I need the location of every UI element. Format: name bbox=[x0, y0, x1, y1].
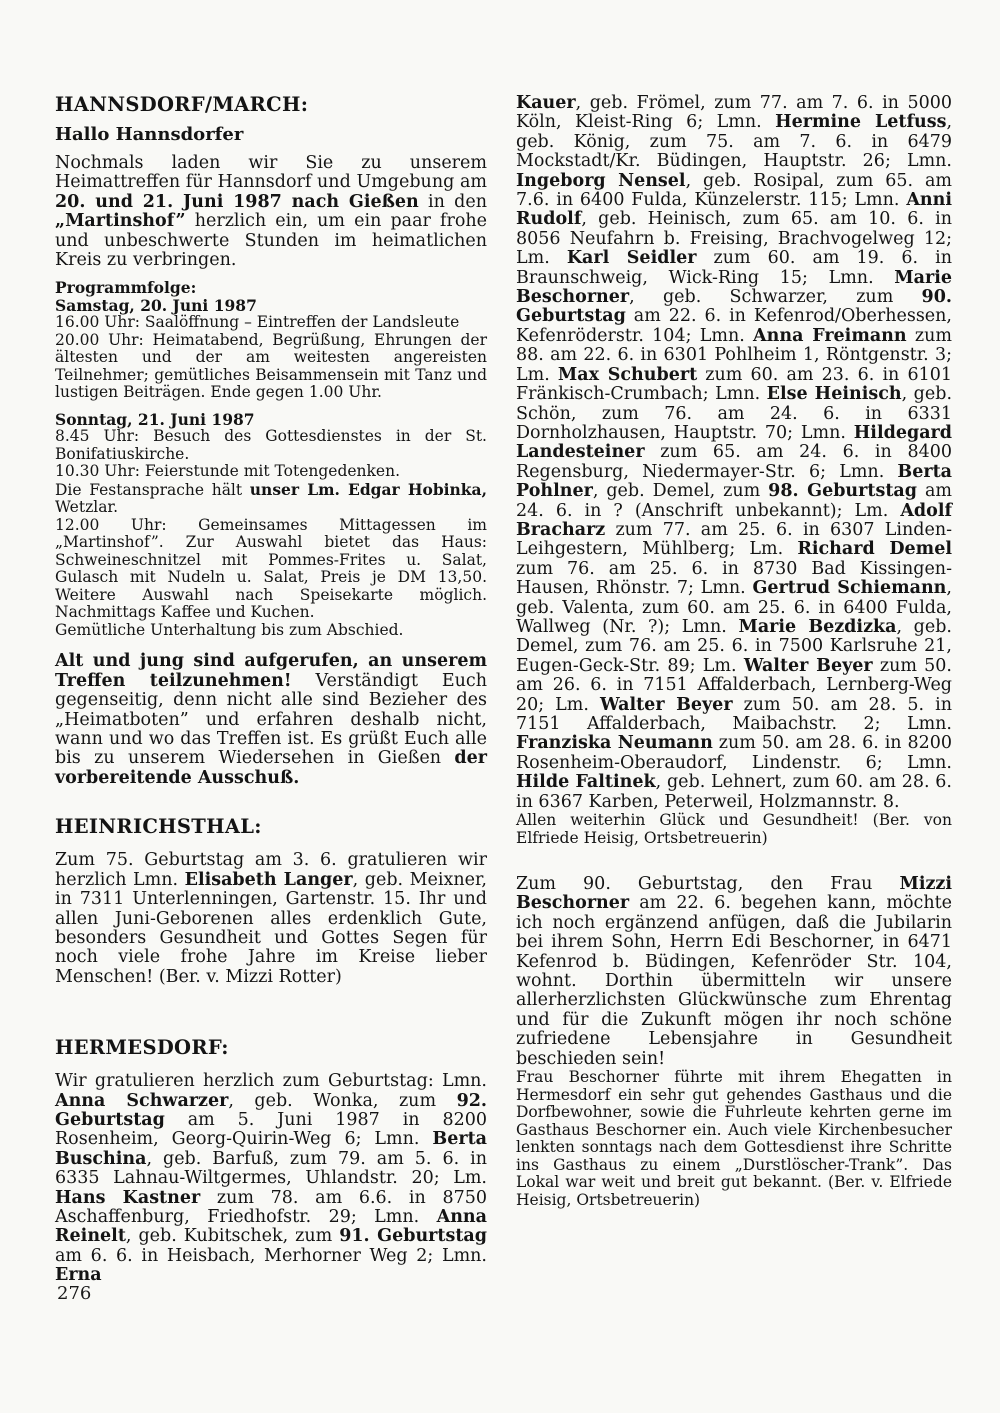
text-run: Hilde Faltinek bbox=[516, 772, 656, 793]
text-run: der vorbereitende Ausschuß. bbox=[55, 748, 487, 788]
text-run: Wetzlar. bbox=[55, 498, 119, 517]
text-run: Anni Rudolf bbox=[516, 190, 952, 230]
paragraph-gasthaus-beschorner bbox=[516, 1069, 952, 1209]
paragraph-heinrichsthal bbox=[55, 851, 487, 987]
text-run: Adolf Bracharz bbox=[516, 500, 952, 540]
text-run: zum 77. am 25. 6. in 6307 Linden-Leihgestern, Mühlberg; Lm. bbox=[516, 519, 952, 560]
text-run: unser Lm. Edgar Hobinka, bbox=[249, 479, 487, 499]
text-run: Gertrud Schiemann bbox=[752, 578, 947, 599]
text-run: am 22. 6. begehen kann, möchte ich noch ergänzend anfügen, daß die Jubilarin bei ihrem Sohn, Herrn Edi Beschorner, in 6471 Kefenrod b. Büdingen, Kefenröder Str. 104, wohnt. Dorthin übermitteln wir unsere allerherzlichsten Glückwünsche zum Ehrentag und für die Zukunft mögen ihr noch schöne zufriedene Lebensjahre in Gesundheit beschieden sein! bbox=[516, 893, 952, 1069]
text-run: HEINRICHSTHAL: bbox=[55, 815, 262, 839]
text-run: zum 50. am 28. 5. in 7151 Affalderbach, Maibachstr. 2; Lmn. bbox=[516, 694, 952, 734]
text-run: , geb. Wonka, zum bbox=[228, 1090, 457, 1111]
text-run: 12.00 Uhr: Gemeinsames Mittagessen im „Martinshof”. Zur Auswahl bietet das Haus: Schweineschnitzel mit Pommes-Frites u. Salat, Gulasch mit Nudeln u. Salat, Preis je DM 13,50. Weitere Auswahl nach Speisekarte möglich. Nachmittags Kaffee und Kuchen. bbox=[55, 515, 487, 622]
text-run: 91. Geburtstag bbox=[339, 1226, 487, 1247]
text-run: , geb. Rosipal, zum 65. am 7.6. in 6400 Fulda, Künzelerstr. 115; Lmn. bbox=[516, 170, 952, 211]
paragraph-aufruf bbox=[55, 652, 487, 788]
paragraph-program-12uhr bbox=[55, 517, 487, 622]
text-run: Ingeborg Nensel bbox=[516, 170, 686, 191]
text-run: Samstag, 20. Juni 1987 bbox=[55, 295, 257, 315]
text-run: am 22. 6. in Kefenrod/Oberhessen, Kefenröderstr. 104; Lmn. bbox=[516, 306, 952, 346]
text-run: zum 50. am 26. 6. in 7151 Affalderbach, Lernberg-Weg 20; Lm. bbox=[516, 655, 952, 715]
text-run: Zum 75. Geburtstag am 3. 6. gratulieren wir herzlich Lmn. bbox=[55, 850, 487, 890]
text-run: , geb. Demel, zum 76. am 25. 6. in 7500 Karlsruhe 21, Eugen-Geck-Str. 89; Lm. bbox=[516, 616, 952, 676]
text-run: , geb. Valenta, zum 60. am 25. 6. in 6400 Fulda, Wallweg (Nr. ?); Lmn. bbox=[516, 578, 952, 637]
page-number: 276 bbox=[57, 1283, 92, 1304]
text-run: Kauer bbox=[516, 93, 576, 113]
text-run: Else Heinisch bbox=[766, 384, 902, 405]
text-run: Mizzi Beschorner bbox=[516, 874, 952, 914]
label-samstag bbox=[55, 297, 487, 315]
text-run: , geb. Schwarzer, zum bbox=[629, 287, 922, 308]
text-run: Gemütliche Unterhaltung bis zum Abschied. bbox=[55, 620, 404, 639]
paragraph-program-1030uhr bbox=[55, 463, 487, 481]
text-run: , geb. Schön, zum 76. am 24. 6. in 6331 Dornholzhausen, Hauptstr. 70; Lmn. bbox=[516, 384, 953, 443]
text-run: Anna Reinelt bbox=[55, 1206, 487, 1247]
text-run: 20. und 21. Juni 1987 nach Gießen bbox=[55, 191, 419, 212]
right-column bbox=[516, 94, 952, 1209]
text-run: , geb. Barfuß, zum 79. am 5. 6. in 6335 Lahnau-Wiltgermes, Uhlandstr. 20; Lm. bbox=[55, 1148, 487, 1189]
text-run: 92. Geburtstag bbox=[55, 1090, 488, 1130]
paragraph-mizzi-beschorner bbox=[516, 875, 952, 1069]
text-run: zum 88. am 22. 6. in 6301 Pohlheim 1, Röntgenstr. 3; Lm. bbox=[516, 325, 952, 385]
text-run: zum 60. am 19. 6. in Braunschweig, Wick-Ring 15; Lmn. bbox=[516, 248, 952, 288]
text-run: HANNSDORF/MARCH: bbox=[55, 93, 309, 116]
text-run: am 24. 6. in ? (Anschrift unbekannt); Lm. bbox=[516, 481, 952, 521]
text-run: 20.00 Uhr: Heimatabend, Begrüßung, Ehrungen der ältesten und der am weitesten angereisten Teilnehmer; gemütliches Beisammensein mit Tanz und lustigen Beiträgen. Ende gegen 1.00 Uhr. bbox=[55, 330, 487, 402]
subheading-hallo-hannsdorfer bbox=[55, 125, 487, 145]
text-run: herzlich ein, um ein paar frohe und unbeschwerte Stunden im heimatlichen Kreis zu verbringen. bbox=[55, 211, 487, 271]
text-run: Anna Freimann bbox=[753, 325, 907, 346]
text-run: Allen weiterhin Glück und Gesundheit! (Ber. von Elfriede Heisig, Ortsbetreuerin) bbox=[516, 811, 952, 847]
section-heading-hannsdorf-march bbox=[55, 94, 487, 116]
text-run: Elisabeth Langer bbox=[184, 869, 353, 890]
text-run: Verständigt Euch gegenseitig, denn nicht alle sind Bezieher des „Heimatboten” und erfahren deshalb nicht, wann und wo das Treffen ist. Es grüßt Euch alle bis zu unserem Wiedersehen in Gießen bbox=[55, 670, 488, 769]
text-run: Die Festansprache hält bbox=[55, 480, 250, 499]
text-run: Wir gratulieren herzlich zum Geburtstag: Lmn. bbox=[55, 1071, 487, 1092]
text-run: 16.00 Uhr: Saalöffnung – Eintreffen der Landsleute bbox=[55, 313, 460, 332]
text-run: 10.30 Uhr: Feierstunde mit Totengedenken. bbox=[55, 462, 401, 481]
paragraph-program-20uhr bbox=[55, 332, 487, 402]
text-run: 90. Geburtstag bbox=[516, 287, 952, 327]
paragraph-birthday-list-continued bbox=[516, 94, 952, 812]
text-run: Nochmals laden wir Sie zu unserem Heimattreffen für Hannsdorf und Umgebung am bbox=[55, 153, 487, 193]
label-sonntag bbox=[55, 411, 487, 429]
text-run: 98. Geburtstag bbox=[768, 481, 917, 502]
text-run: zum 60. am 23. 6. in 6101 Fränkisch-Crumbach; Lmn. bbox=[516, 364, 952, 405]
text-run: Zum 90. Geburtstag, den Frau bbox=[516, 874, 900, 895]
text-run: Walter Beyer bbox=[743, 655, 873, 676]
text-run: , geb. Kubitschek, zum bbox=[125, 1226, 340, 1247]
text-run: Max Schubert bbox=[557, 364, 698, 385]
text-run: am 6. 6. in Heisbach, Merhorner Weg 2; Lmn. bbox=[55, 1245, 487, 1266]
text-run: in den bbox=[418, 191, 487, 212]
text-run: Richard Demel bbox=[797, 539, 952, 560]
text-run: zum 65. am 24. 6. in 8400 Regensburg, Niedermayer-Str. 6; Lmn. bbox=[516, 442, 952, 482]
text-run: am 5. Juni 1987 in 8200 Rosenheim, Georg-Quirin-Weg 6; Lmn. bbox=[55, 1109, 487, 1150]
paragraph-unterhaltung bbox=[55, 622, 487, 640]
text-run: , geb. Demel, zum bbox=[592, 481, 769, 502]
text-run: Berta Buschina bbox=[55, 1129, 487, 1169]
section-heading-heinrichsthal bbox=[55, 816, 487, 838]
text-run: , geb. Heinisch, zum 65. am 10. 6. in 8056 Neufahrn b. Freising, Brachvogelweg 12; Lm. bbox=[516, 209, 952, 269]
paragraph-hermesdorf-birthdays bbox=[55, 1072, 487, 1285]
text-run: HERMESDORF: bbox=[55, 1036, 229, 1060]
text-run: Berta Pohlner bbox=[516, 461, 952, 502]
paragraph-festansprache bbox=[55, 481, 487, 517]
text-run: , geb. Frömel, zum 77. am 7. 6. in 5000 Köln, Kleist-Ring 6; Lmn. bbox=[516, 93, 952, 133]
text-run: Hallo Hannsdorfer bbox=[55, 124, 244, 145]
text-run: zum 76. am 25. 6. in 8730 Bad Kissingen-Hausen, Rhönstr. 7; Lmn. bbox=[516, 558, 952, 599]
text-run: Alt und jung sind aufgerufen, an unserem Treffen teilzunehmen! bbox=[55, 651, 487, 691]
text-run: , geb. Lehnert, zum 60. am 28. 6. in 6367 Karben, Peterweil, Holzmannstr. 8. bbox=[516, 772, 952, 812]
text-run: zum 50. am 28. 6. in 8200 Rosenheim-Oberaudorf, Lindenstr. 6; Lmn. bbox=[516, 733, 952, 773]
text-run: 8.45 Uhr: Besuch des Gottesdienstes in der St. Bonifatiuskirche. bbox=[55, 427, 487, 463]
section-heading-hermesdorf bbox=[55, 1037, 487, 1059]
paragraph-invitation bbox=[55, 154, 487, 270]
left-column bbox=[55, 94, 487, 1286]
label-programmfolge bbox=[55, 279, 487, 297]
paragraph-birthday-list-closing bbox=[516, 812, 952, 847]
text-run: Sonntag, 21. Juni 1987 bbox=[55, 409, 255, 429]
text-run: Erna bbox=[55, 1265, 102, 1286]
paragraph-program-845uhr bbox=[55, 428, 487, 463]
text-run: zum 78. am 6.6. in 8750 Aschaffenburg, Friedhofstr. 29; Lmn. bbox=[55, 1187, 487, 1227]
text-run: Franziska Neumann bbox=[516, 733, 713, 754]
text-run: , geb. Meixner, in 7311 Unterlenningen, Gartenstr. 15. Ihr und allen Juni-Geborenen alles erdenklich Gute, besonders Gesundheit und Gottes Segen für noch viele frohe Jahre im Kreise lieber Menschen! (Ber. v. Mizzi Rotter) bbox=[55, 869, 487, 987]
text-run: Walter Beyer bbox=[599, 694, 733, 715]
text-run: Frau Beschorner führte mit ihrem Ehegatten in Hermesdorf ein sehr gut gehendes Gasthaus und die Dorfbewohner, sowie die Fuhrleute kehrten gerne im Gasthaus Beschorner ein. Auch viele Kirchenbesucher lenkten sonntags nach dem Gottesdienst ihre Schritte ins Gasthaus zu einem „Durstlöscher-Trank”. Das Lokal war weit und breit gut bekannt. (Ber. v. Elfriede Heisig, Ortsbetreuerin) bbox=[516, 1068, 952, 1209]
text-run: , geb. König, zum 75. am 7. 6. in 6479 Mockstadt/Kr. Büdingen, Hauptstr. 26; Lmn. bbox=[516, 112, 953, 172]
text-run: Marie Beschorner bbox=[516, 267, 952, 308]
text-run: Hans Kastner bbox=[55, 1187, 201, 1208]
text-run: Hildegard Landesteiner bbox=[516, 422, 952, 463]
text-run: Hermine Letfuss bbox=[775, 112, 947, 133]
text-run: Programmfolge: bbox=[55, 278, 197, 298]
text-run: Anna Schwarzer bbox=[55, 1090, 229, 1111]
text-run: „Martinshof” bbox=[55, 211, 186, 232]
text-run: Karl Seidler bbox=[566, 248, 697, 269]
paragraph-program-16uhr bbox=[55, 314, 487, 332]
text-run: Marie Bezdizka bbox=[738, 616, 897, 637]
